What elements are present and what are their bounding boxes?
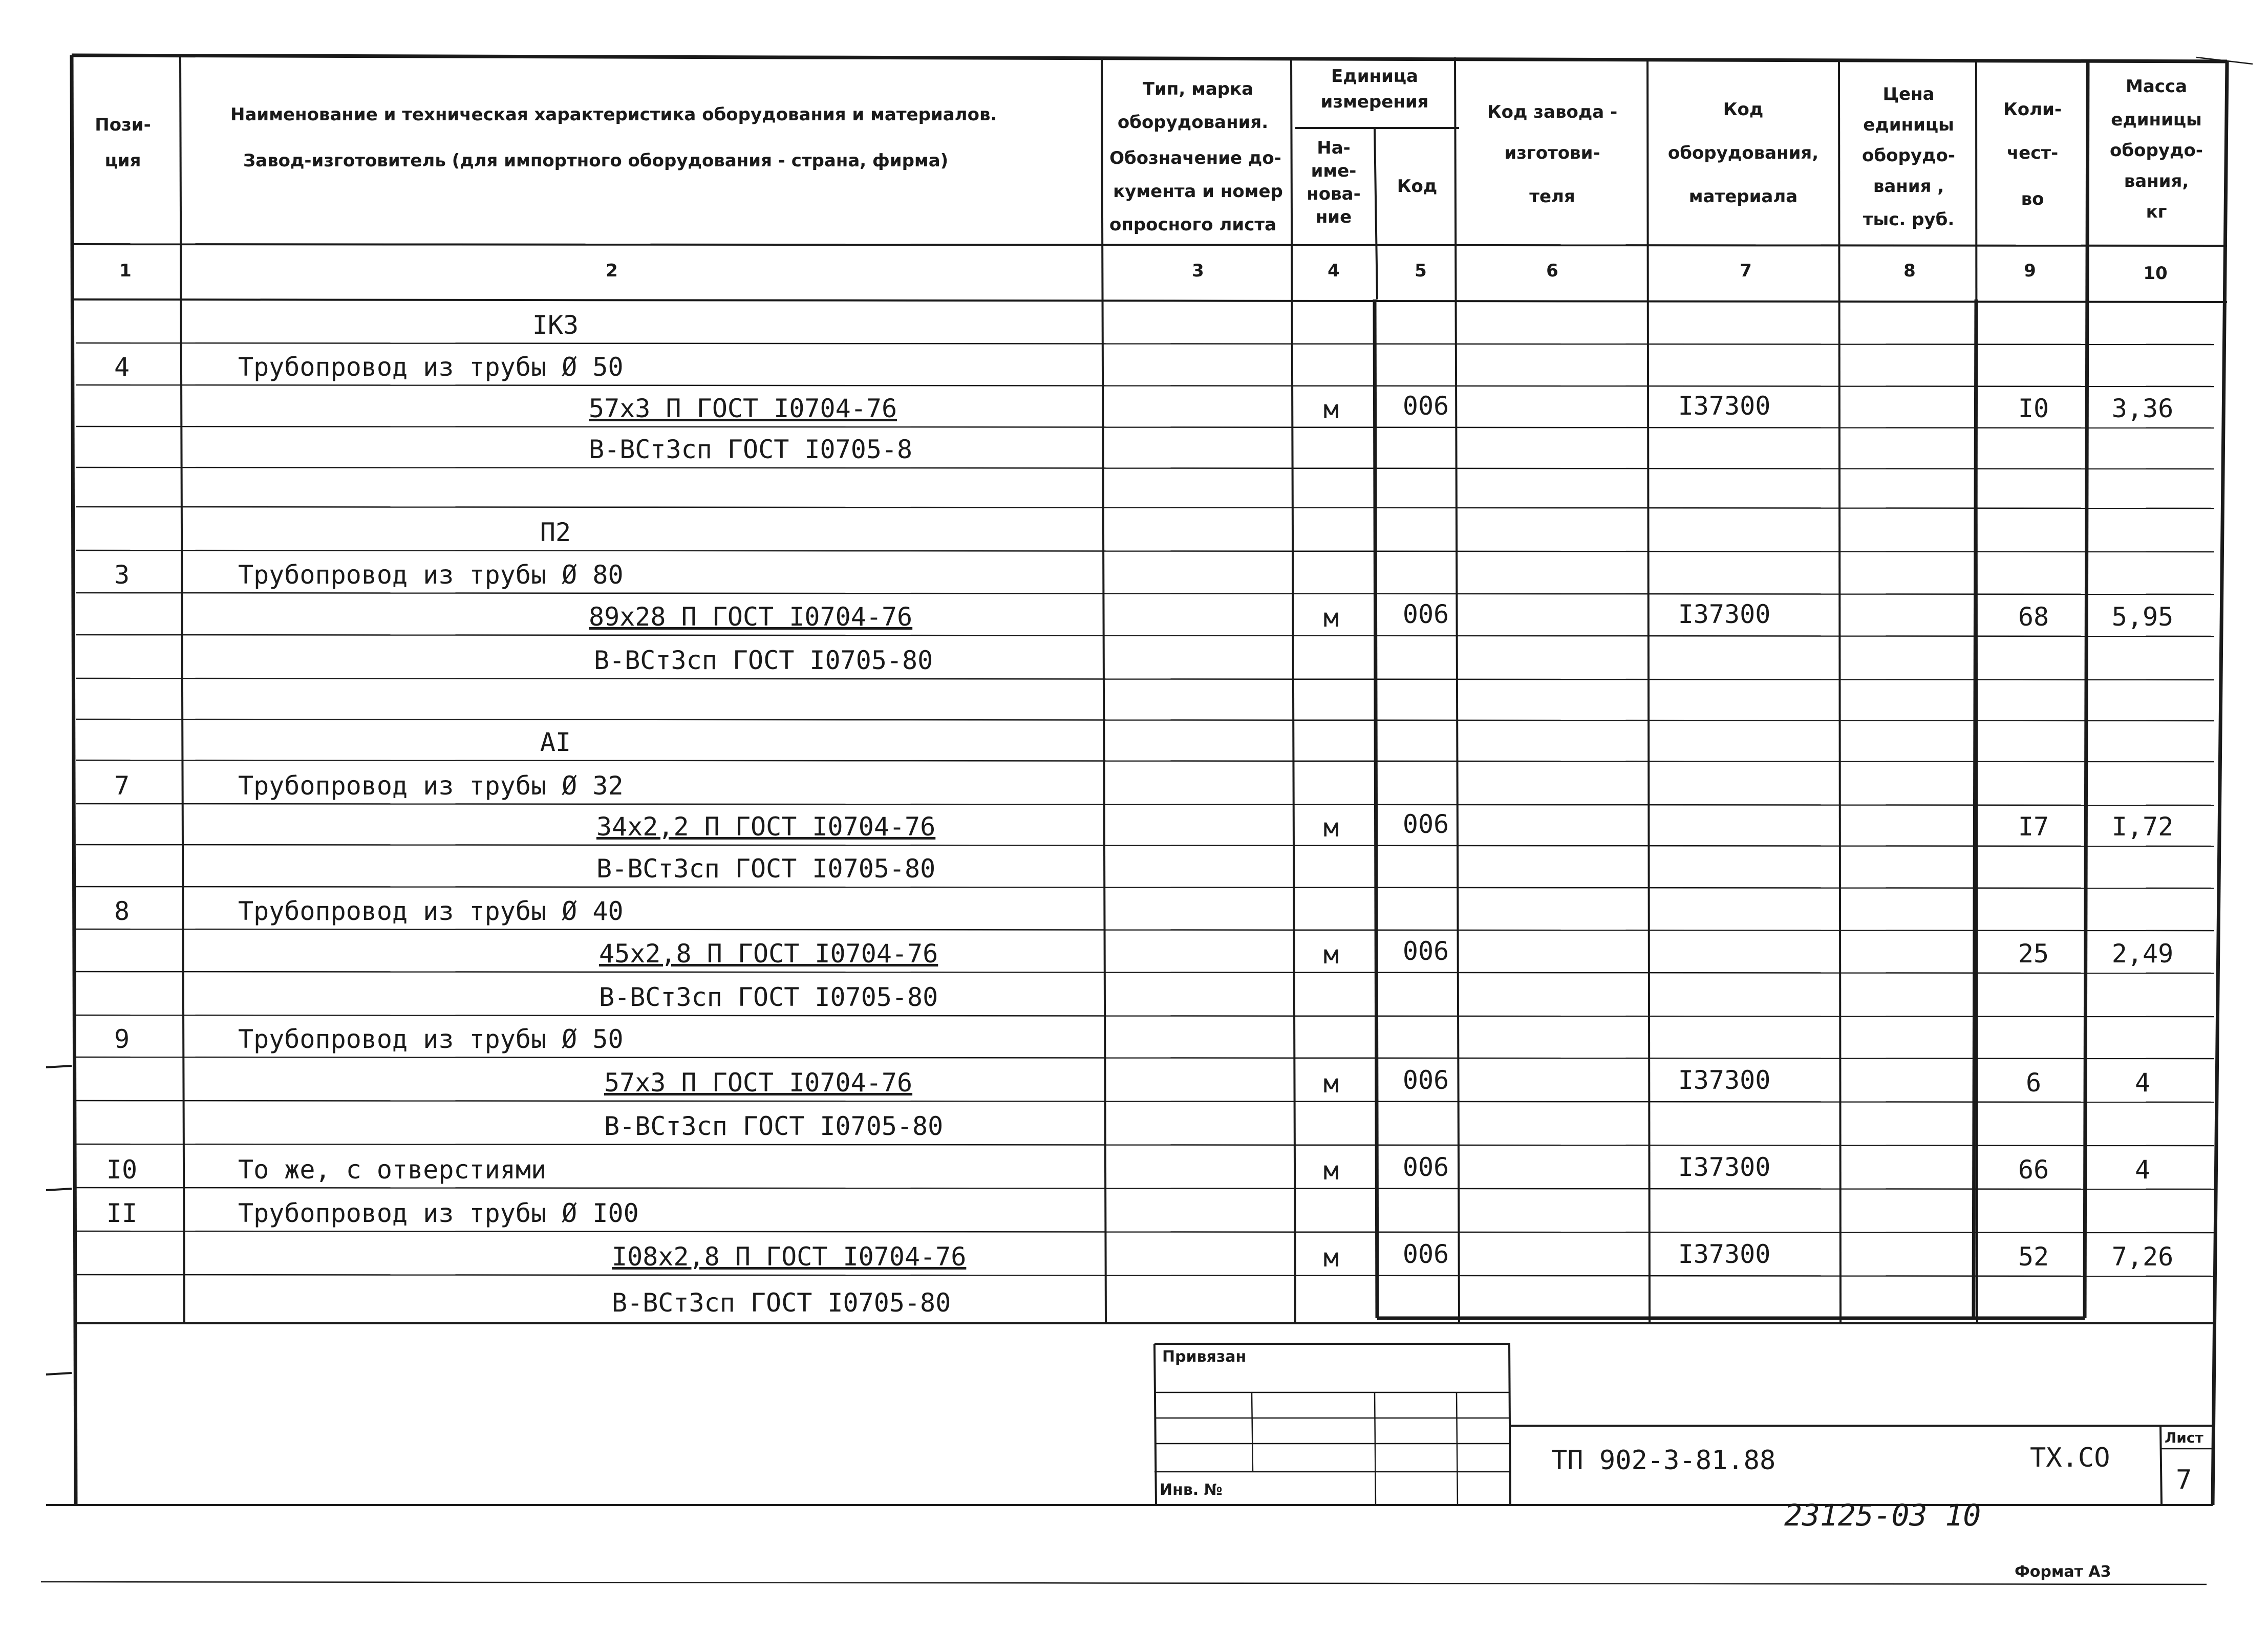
sheet-number: 7 [2176, 1465, 2192, 1495]
row-position: II [106, 1198, 138, 1228]
svg-text:единицы: единицы [1863, 115, 1954, 135]
svg-text:оборудо-: оборудо- [2110, 140, 2203, 161]
frame-lines [41, 55, 2253, 1584]
row-name: В-ВСт3сп ГОСТ I0705-8 [589, 435, 913, 464]
table-body [76, 310, 2214, 1318]
svg-text:нова-: нова- [1307, 184, 1361, 204]
table-header [95, 66, 2203, 235]
row-mass: 5,95 [2111, 602, 2174, 632]
row-unit-code: 006 [1402, 809, 1449, 839]
header-quantity: Коли- [2003, 99, 2062, 120]
row-mass: 4 [2134, 1155, 2151, 1185]
svg-text:кг: кг [2146, 202, 2167, 222]
svg-text:чест-: чест- [2006, 143, 2059, 163]
column-number: 5 [1415, 261, 1427, 281]
row-name: В-ВСт3сп ГОСТ I0705-80 [596, 854, 936, 884]
svg-text:изготови-: изготови- [1504, 143, 1600, 163]
stamp-inventory-label: Инв. № [1160, 1481, 1223, 1499]
header-name: Наименование и техническая характеристика оборудования и материалов. [230, 104, 997, 125]
row-unit: м [1323, 813, 1339, 843]
format-label: Формат А3 [2015, 1563, 2111, 1581]
row-name: 57х3 П ГОСТ I0704-76 [589, 394, 897, 423]
header-position: Пози- [95, 115, 151, 135]
sheet-label: Лист [2165, 1429, 2203, 1446]
row-name: 57х3 П ГОСТ I0704-76 [604, 1068, 913, 1098]
column-number: 4 [1328, 261, 1340, 281]
row-name: В-ВСт3сп ГОСТ I0705-80 [612, 1288, 951, 1318]
header-mass: Масса [2125, 76, 2188, 97]
row-equipment-code: I37300 [1678, 1065, 1771, 1095]
svg-text:измерения: измерения [1320, 92, 1429, 112]
svg-text:вания ,: вания , [1873, 176, 1944, 197]
column-numbers [119, 261, 2168, 284]
row-position: 3 [114, 560, 130, 590]
row-unit-code: 006 [1402, 936, 1449, 966]
column-number: 1 [119, 261, 132, 281]
row-mass: I,72 [2111, 812, 2174, 842]
row-mass: 2,49 [2111, 939, 2174, 969]
row-name: АI [540, 727, 571, 757]
svg-text:оборудо-: оборудо- [1862, 145, 1955, 166]
row-quantity: 6 [2025, 1068, 2042, 1098]
row-equipment-code: I37300 [1678, 1152, 1771, 1182]
row-name: П2 [540, 518, 571, 547]
row-position: 9 [114, 1024, 130, 1054]
row-unit: м [1323, 1243, 1339, 1273]
row-name: То же, с отверстиями [238, 1155, 547, 1185]
row-equipment-code: I37300 [1678, 391, 1771, 421]
row-name: IК3 [532, 310, 579, 340]
row-name: 89х28 П ГОСТ I0704-76 [589, 602, 913, 632]
svg-text:единицы: единицы [2111, 110, 2202, 130]
header-factory-code: Код завода - [1487, 102, 1618, 122]
row-unit-code: 006 [1402, 1065, 1449, 1095]
row-name: В-ВСт3сп ГОСТ I0705-80 [594, 646, 933, 675]
row-quantity: 25 [2018, 939, 2049, 969]
column-number: 2 [606, 261, 618, 281]
column-number: 7 [1740, 261, 1752, 281]
column-number: 8 [1903, 261, 1916, 281]
svg-text:тыс. руб.: тыс. руб. [1863, 209, 1955, 230]
header-type: Тип, марка [1142, 79, 1254, 99]
row-unit: м [1323, 395, 1339, 424]
svg-text:оборудования.: оборудования. [1117, 112, 1269, 133]
header-price: Цена [1882, 84, 1935, 104]
row-mass: 4 [2134, 1068, 2151, 1098]
stamp-bound-label: Привязан [1162, 1348, 1247, 1366]
svg-text:име-: име- [1311, 161, 1357, 181]
svg-text:Завод-изготовитель (для импорт: Завод-изготовитель (для импортного оборудования - страна, фирма) [243, 151, 949, 171]
row-equipment-code: I37300 [1678, 1239, 1771, 1269]
title-block [1154, 1344, 2214, 1505]
document-code: ТХ.СО [2030, 1443, 2110, 1473]
row-unit-code: 006 [1402, 391, 1449, 421]
row-position: I0 [106, 1155, 138, 1185]
row-quantity: 52 [2018, 1242, 2049, 1272]
header-unit-name: На- [1317, 138, 1351, 158]
row-quantity: I7 [2018, 812, 2049, 842]
row-unit-code: 006 [1402, 1152, 1449, 1182]
header-unit-group: Единица [1331, 66, 1418, 87]
column-number: 9 [2024, 261, 2036, 281]
header-equipment-code: Код [1723, 99, 1764, 120]
handwritten-inventory-number: 23125-03 10 [1784, 1498, 1981, 1533]
svg-text:Обозначение до-: Обозначение до- [1109, 148, 1281, 168]
row-name: Трубопровод из трубы Ø 40 [238, 896, 624, 926]
row-position: 7 [114, 771, 130, 801]
row-position: 4 [114, 352, 130, 382]
table-grid [72, 55, 2227, 1323]
svg-text:опросного листа: опросного листа [1109, 214, 1277, 235]
column-number: 3 [1192, 261, 1204, 281]
row-unit: м [1323, 1069, 1339, 1099]
svg-text:ция: ция [104, 151, 141, 171]
svg-text:кумента и номер: кумента и номер [1113, 181, 1283, 202]
row-name: В-ВСт3сп ГОСТ I0705-80 [599, 982, 938, 1012]
row-equipment-code: I37300 [1678, 599, 1771, 629]
row-mass: 7,26 [2111, 1242, 2174, 1272]
row-name: Трубопровод из трубы Ø 32 [238, 771, 624, 801]
svg-text:вания,: вания, [2124, 171, 2189, 191]
row-position: 8 [114, 896, 130, 926]
document-number: ТП 902-3-81.88 [1551, 1445, 1776, 1476]
svg-text:теля: теля [1529, 186, 1575, 207]
row-name: I08х2,8 П ГОСТ I0704-76 [612, 1242, 967, 1272]
row-name: Трубопровод из трубы Ø 50 [238, 352, 624, 382]
row-name: Трубопровод из трубы Ø I00 [238, 1198, 639, 1228]
row-name: В-ВСт3сп ГОСТ I0705-80 [604, 1111, 944, 1141]
row-unit: м [1323, 1156, 1339, 1186]
row-unit: м [1323, 603, 1339, 633]
svg-text:материала: материала [1688, 186, 1798, 207]
row-unit: м [1323, 940, 1339, 970]
row-unit-code: 006 [1402, 599, 1449, 629]
row-quantity: 68 [2018, 602, 2049, 632]
row-quantity: I0 [2018, 394, 2049, 423]
svg-text:оборудования,: оборудования, [1667, 143, 1819, 163]
row-name: 34х2,2 П ГОСТ I0704-76 [596, 812, 936, 842]
row-unit-code: 006 [1402, 1239, 1449, 1269]
column-number: 6 [1546, 261, 1558, 281]
row-name: Трубопровод из трубы Ø 80 [238, 560, 624, 590]
row-name: 45х2,8 П ГОСТ I0704-76 [599, 939, 938, 969]
header-unit-code: Код [1397, 176, 1438, 197]
column-number: 10 [2143, 263, 2168, 284]
row-quantity: 66 [2018, 1155, 2049, 1185]
row-name: Трубопровод из трубы Ø 50 [238, 1024, 624, 1054]
svg-text:ние: ние [1315, 207, 1352, 227]
row-mass: 3,36 [2111, 394, 2174, 423]
svg-text:во: во [2021, 189, 2044, 209]
